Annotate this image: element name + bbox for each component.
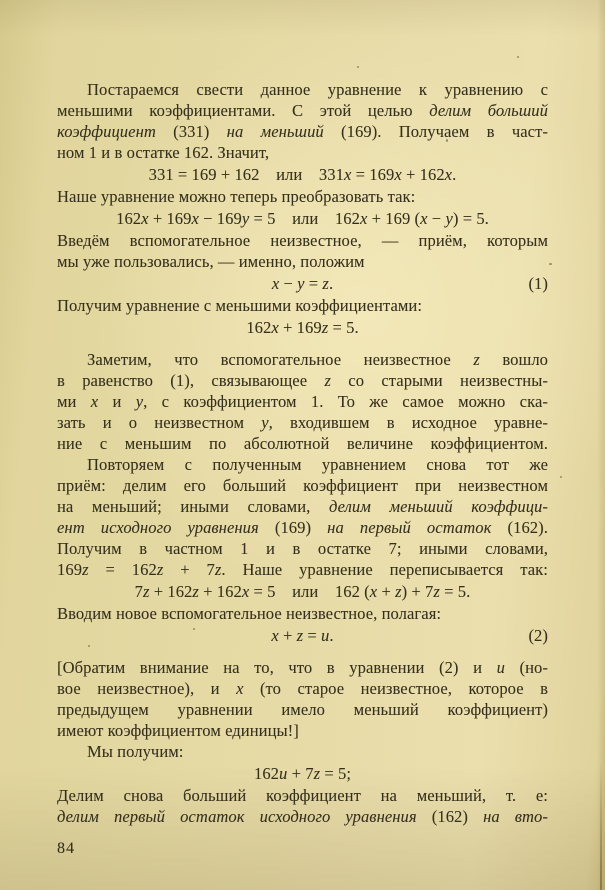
text-run: (но- [504, 658, 548, 677]
equation [57, 208, 548, 229]
italic-text-run: x [343, 165, 352, 184]
text-run: − 169 [198, 209, 242, 228]
scan-speckle [517, 56, 519, 58]
italic-text-run: z [313, 764, 321, 783]
italic-text-run: на первый остаток [327, 518, 492, 537]
text-run: 162 ( [334, 582, 370, 601]
text-run: 331 [318, 165, 344, 184]
italic-text-run: x [369, 582, 378, 601]
italic-text-run: u [279, 764, 288, 783]
text-line [57, 475, 548, 496]
text-blocks [57, 79, 548, 827]
text-run: со старыми неизвестны- [330, 371, 548, 390]
text-run: = 5; [320, 764, 352, 783]
text-run: = 5. [328, 318, 359, 337]
text-run: ние с меньшим по абсолютной величине коэффициентом. [57, 434, 548, 453]
text-run: Заметим, что вспомогательное неизвестное [87, 350, 474, 369]
text-run: ми [57, 392, 91, 411]
text-run: приём: делим его больший коэффициент при неизвестном [57, 476, 548, 495]
text-run: и [98, 392, 136, 411]
equation-number: (1) [528, 274, 548, 293]
text-run: = [304, 274, 323, 293]
text-line [57, 741, 548, 762]
text-line [57, 391, 548, 412]
text-line [57, 121, 548, 142]
italic-text-run: z [192, 582, 199, 601]
text-line [57, 230, 548, 251]
text-line [57, 349, 548, 370]
page-fold-shadow [600, 760, 602, 890]
page-number: 84 [57, 840, 75, 857]
text-run: (то старое неизвестное, которое в [243, 679, 548, 698]
text-run: Повторяем с полученным уравнением снова тот же [87, 455, 548, 474]
paragraph [57, 186, 548, 207]
italic-text-run: x [420, 209, 428, 228]
italic-text-run: x [271, 626, 279, 645]
italic-text-run: делим первый остаток исходного уравнения [57, 807, 417, 826]
text-run: 162 [253, 764, 280, 783]
paragraph [57, 741, 548, 762]
italic-text-run: x [271, 318, 279, 337]
text-run: , входившем в исходное уравне- [268, 413, 548, 432]
text-line [57, 454, 548, 475]
text-run: Мы получим: [87, 742, 184, 761]
italic-text-run: z [82, 560, 89, 579]
text-line [57, 370, 548, 391]
text-run: ном 1 и в остатке 162. Значит, [57, 143, 270, 162]
text-run: (162). [491, 518, 548, 537]
text-line [57, 559, 548, 580]
text-run: вое неизвестное), и [57, 679, 237, 698]
italic-text-run: z [324, 371, 331, 390]
italic-text-run: на вто- [483, 807, 548, 826]
text-run: (162) [416, 807, 484, 826]
text-run: Вводим новое вспомогательное неизвестное, полагая: [57, 604, 442, 623]
italic-text-run: x [236, 679, 244, 698]
text-line [57, 538, 548, 559]
text-run: (331) [155, 122, 227, 141]
text-run: . [452, 165, 457, 184]
italic-text-run: x [394, 165, 402, 184]
text-line [57, 142, 548, 163]
text-line [57, 412, 548, 433]
text-run: , с коэффициентом 1. То же самое можно ска- [143, 392, 548, 411]
paragraph [57, 230, 548, 272]
equation [57, 273, 548, 294]
italic-text-run: z [321, 318, 329, 337]
text-line [57, 251, 548, 272]
text-line [57, 295, 548, 316]
scan-speckle [549, 263, 552, 265]
italic-text-run: x [191, 209, 199, 228]
italic-text-run: z [142, 582, 150, 601]
italic-text-run: делим меньший коэффици- [328, 497, 548, 516]
text-run: 162 [334, 209, 360, 228]
text-run: 7 [134, 582, 143, 601]
text-run: . [328, 274, 334, 293]
text-run: Получим уравнение с меньшими коэффициентами: [57, 296, 423, 315]
text-line [57, 100, 548, 121]
italic-text-run: z [296, 626, 304, 645]
text-run: (169). Получаем в част- [323, 122, 548, 141]
text-run: в равенство (1), связывающее [57, 371, 325, 390]
text-line [57, 496, 548, 517]
text-run: 169 [57, 560, 83, 579]
text-line [57, 186, 548, 207]
text-run: 162 [246, 318, 272, 337]
italic-text-run: на меньший [226, 122, 324, 141]
paragraph [57, 603, 548, 624]
paragraph [57, 454, 548, 580]
text-run: вошло [479, 350, 548, 369]
text-run: = 162 [88, 560, 157, 579]
text-run: Получим в частном 1 и в остатке 7; иными словами, [57, 539, 548, 558]
text-run: . [329, 626, 334, 645]
text-run: = 5 [249, 582, 276, 601]
equation-number: (2) [528, 626, 548, 645]
paragraph [57, 657, 548, 741]
equation [57, 581, 548, 602]
text-run: Введём вспомогательное неизвестное, — приём, которым [57, 231, 548, 250]
text-run: Делим снова больший коэффициент на меньший, т. е: [57, 786, 548, 805]
italic-text-run: z [214, 560, 222, 579]
text-line [57, 806, 548, 827]
paragraph [57, 295, 548, 316]
text-run: предыдущем уравнении имело меньший коэффициент) [57, 700, 548, 719]
text-line [57, 433, 548, 454]
italic-text-run: u [321, 626, 330, 645]
italic-text-run: y [445, 209, 453, 228]
italic-text-run: z [156, 560, 164, 579]
italic-text-run: x [141, 209, 149, 228]
text-line [57, 657, 548, 678]
text-run: зать и о неизвестном [57, 413, 262, 432]
italic-text-run: z [473, 350, 480, 369]
text-run: − [279, 274, 298, 293]
italic-text-run: x [444, 165, 453, 184]
paragraph [57, 785, 548, 827]
scan-speckle [560, 476, 562, 478]
italic-text-run: y [261, 413, 269, 432]
text-line [57, 678, 548, 699]
text-run: ) = 5. [452, 209, 489, 228]
text-line [57, 699, 548, 720]
text-run: = [303, 626, 322, 645]
italic-text-run: u [496, 658, 505, 677]
italic-text-run: коэффициент [57, 122, 156, 141]
text-run: 331 = 169 + 162 [148, 165, 260, 184]
italic-text-run: z [395, 582, 402, 601]
equation [57, 317, 548, 338]
text-run: + 162 [149, 582, 193, 601]
paragraph [57, 79, 548, 163]
text-run: + 162 [401, 165, 445, 184]
text-run: (169) [258, 518, 328, 537]
page-content [57, 79, 548, 859]
text-run: + [377, 582, 396, 601]
italic-text-run: x [90, 392, 99, 411]
text-run: на меньший; иными словами, [57, 497, 329, 516]
equation [57, 164, 548, 185]
text-run: + 7 [287, 764, 314, 783]
text-run: мы уже пользовались, — именно, положим [57, 252, 365, 271]
text-run: Наше уравнение можно теперь преобразовать так: [57, 187, 416, 206]
paragraph [57, 349, 548, 454]
equation [57, 763, 548, 784]
text-run: = 5. [439, 582, 471, 601]
text-run: 162 [116, 209, 142, 228]
page-edge-shade [597, 0, 605, 890]
text-run: + 162 [198, 582, 242, 601]
scan-speckle [357, 66, 359, 68]
equation [57, 625, 548, 646]
text-line [57, 785, 548, 806]
text-run: = 169 [351, 165, 395, 184]
text-run: + 169 [278, 318, 322, 337]
text-run: + 169 [148, 209, 192, 228]
text-line [57, 603, 548, 624]
text-run: меньшими коэффициентами. С этой целью [57, 101, 430, 120]
text-run: имеют коэффициентом единицы!] [57, 721, 299, 740]
text-run: − [427, 209, 446, 228]
italic-text-run: y [135, 392, 144, 411]
italic-text-run: y [297, 274, 305, 293]
text-run: или [275, 209, 335, 228]
text-run: . Наше уравнение переписывается так: [221, 560, 548, 579]
text-run: + 7 [163, 560, 215, 579]
text-run: ) + 7 [401, 582, 434, 601]
text-line [57, 720, 548, 741]
text-run: = 5 [249, 209, 276, 228]
italic-text-run: делим больший [429, 101, 548, 120]
text-run: или [259, 165, 319, 184]
text-run: или [275, 582, 335, 601]
italic-text-run: z [322, 274, 329, 293]
italic-text-run: y [241, 209, 250, 228]
italic-text-run: z [433, 582, 440, 601]
italic-text-run: x [241, 582, 250, 601]
text-line [57, 79, 548, 100]
text-run: [Обратим внимание на то, что в уравнении (2) и [57, 658, 497, 677]
text-run: + 169 ( [367, 209, 421, 228]
text-run: Постараемся свести данное уравнение к уравнению с [87, 80, 548, 99]
text-run: + [278, 626, 297, 645]
italic-text-run: x [271, 274, 280, 293]
italic-text-run: x [359, 209, 368, 228]
text-line [57, 517, 548, 538]
italic-text-run: ент исходного уравнения [57, 518, 259, 537]
